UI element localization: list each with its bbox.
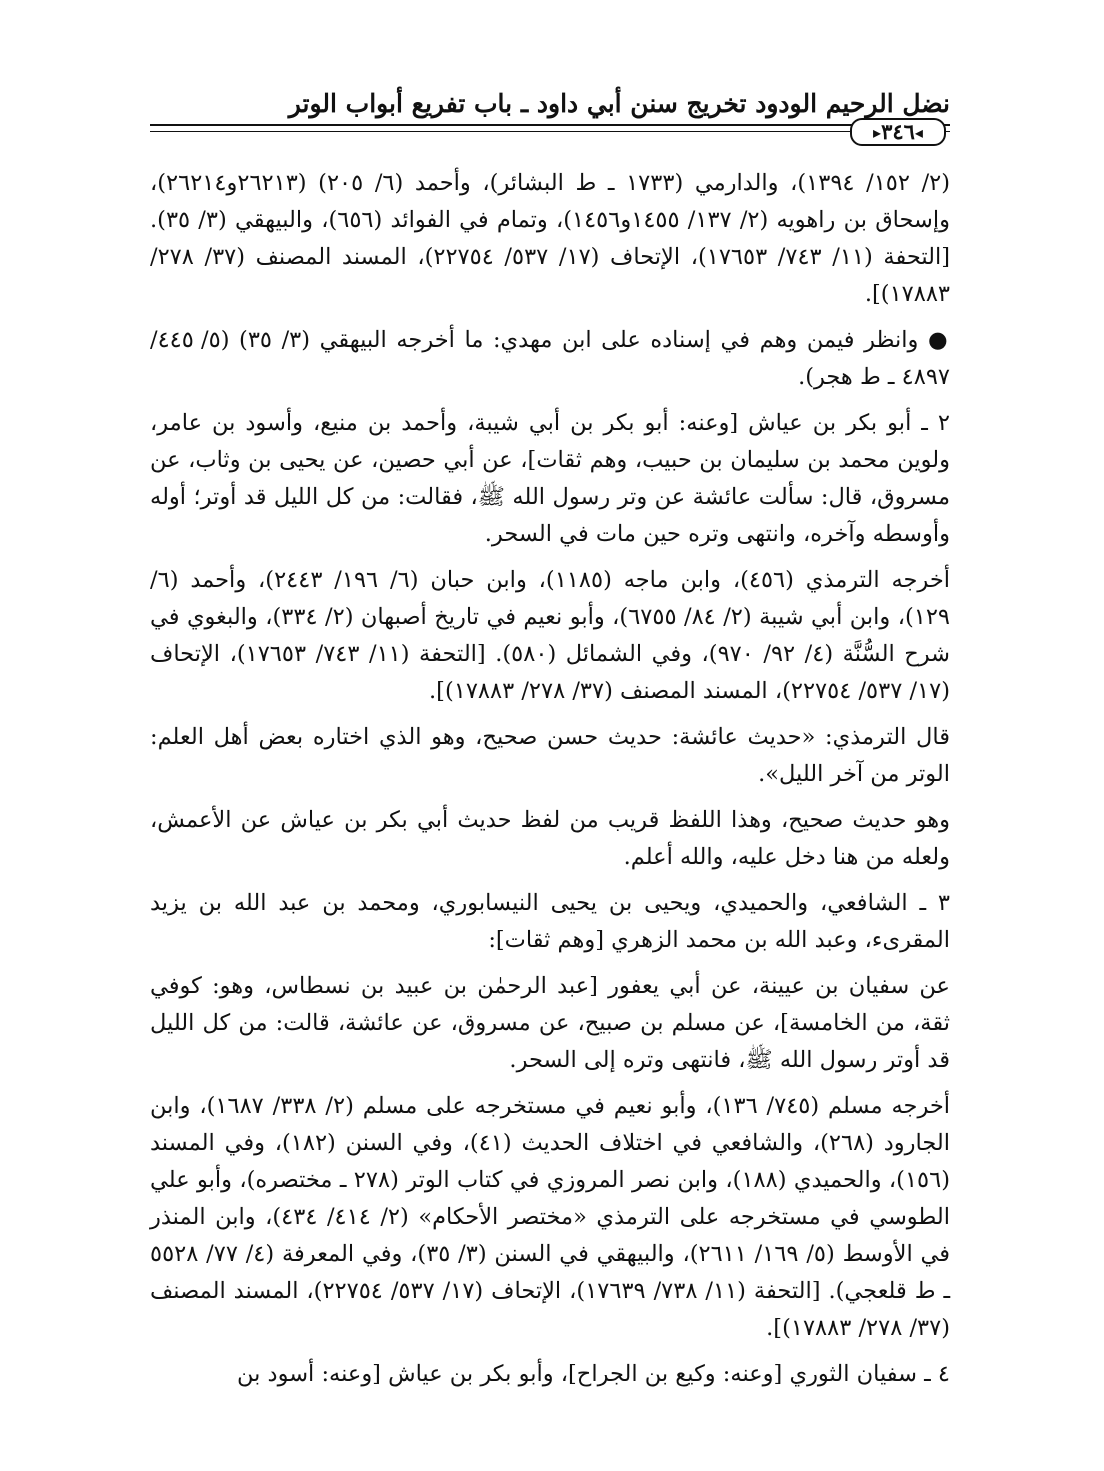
- page-number: ٣٤٦: [881, 119, 915, 144]
- ornament-right-icon: ▸: [873, 123, 882, 142]
- paragraph: ٣ ـ الشافعي، والحميدي، ويحيى بن يحيى النيسابوري، ومحمد بن عبد الله بن يزيد المقرىء، وعبد الله بن محمد الزهري [وهم ثقات]:: [150, 890, 950, 953]
- running-header-title: نضل الرحيم الودود تخريج سنن أبي داود ـ باب تفريع أبواب الوتر: [288, 89, 950, 118]
- header-rule-bottom: [150, 131, 950, 132]
- header-rule-top: [150, 124, 950, 126]
- paragraph: قال الترمذي: «حديث عائشة: حديث حسن صحيح، وهو الذي اختاره بعض أهل العلم: الوتر من آخر الليل».: [150, 724, 950, 787]
- paragraph: ٢ ـ أبو بكر بن عياش [وعنه: أبو بكر بن أبي شيبة، وأحمد بن منيع، وأسود بن عامر، ولوين محمد بن سليمان بن حبيب، وهم ثقات]، عن أبي حصين، عن يحيى بن وثاب، عن مسروق، قال: سألت عائشة عن وتر رسول الله ﷺ، فقالت: من كل الليل قد أوتر؛ أوله وأوسطه وآخره، وانتهى وتره حين مات في السحر.: [150, 410, 950, 547]
- paragraph: أخرجه مسلم (٧٤٥/ ١٣٦)، وأبو نعيم في مستخرجه على مسلم (٢/ ٣٣٨/ ١٦٨٧)، وابن الجارود (٢٦٨)، والشافعي في اختلاف الحديث (٤١)، وفي السنن (١٨٢)، وفي المسند (١٥٦)، والحميدي (١٨٨)، وابن نصر المروزي في كتاب الوتر (٢٧٨ ـ مختصره)، وأبو علي الطوسي في مستخرجه على الترمذي «مختصر الأحكام» (٢/ ٤١٤/ ٤٣٤)، وابن المنذر في الأوسط (٥/ ١٦٩/ ٢٦١١)، والبيهقي في السنن (٣/ ٣٥)، وفي المعرفة (٤/ ٧٧/ ٥٥٢٨ ـ ط قلعجي). [التحفة (١١/ ٧٣٨/ ١٧٦٣٩)، الإتحاف (١٧/ ٥٣٧/ ٢٢٧٥٤)، المسند المصنف (٣٧/ ٢٧٨/ ١٧٨٨٣)].: [150, 1093, 951, 1341]
- paragraph: ● وانظر فيمن وهم في إسناده على ابن مهدي: ما أخرجه البيهقي (٣/ ٣٥) (٥/ ٤٤٥/ ٤٨٩٧ ـ ط هجر).: [150, 327, 950, 390]
- paragraph: عن سفيان بن عيينة، عن أبي يعفور [عبد الرحمٰن بن عبيد بن نسطاس، وهو: كوفي ثقة، من الخامسة]، عن مسلم بن صبيح، عن مسروق، عن عائشة، قالت: من كل الليل قد أوتر رسول الله ﷺ، فانتهى وتره إلى السحر.: [150, 973, 950, 1073]
- body-text: [150, 165, 950, 1393]
- paragraph: وهو حديث صحيح، وهذا اللفظ قريب من لفظ حديث أبي بكر بن عياش عن الأعمش، ولعله من هنا دخل عليه، والله أعلم.: [150, 807, 950, 870]
- paragraph: (٢/ ١٥٢/ ١٣٩٤)، والدارمي (١٧٣٣ ـ ط البشائر)، وأحمد (٦/ ٢٠٥) (٢٦٢١٣و٢٦٢١٤)، وإسحاق بن راهويه (٢/ ١٣٧/ ١٤٥٥و١٤٥٦)، وتمام في الفوائد (٦٥٦)، والبيهقي (٣/ ٣٥). [التحفة (١١/ ٧٤٣/ ١٧٦٥٣)، الإتحاف (١٧/ ٥٣٧/ ٢٢٧٥٤)، المسند المصنف (٣٧/ ٢٧٨/ ١٧٨٨٣)].: [150, 170, 951, 307]
- paragraph: ٤ ـ سفيان الثوري [وعنه: وكيع بن الجراح]، وأبو بكر بن عياش [وعنه: أسود بن: [237, 1361, 950, 1387]
- ornament-left-icon: ◂: [914, 123, 923, 142]
- page-number-badge: [850, 118, 946, 146]
- paragraph: أخرجه الترمذي (٤٥٦)، وابن ماجه (١١٨٥)، وابن حبان (٦/ ١٩٦/ ٢٤٤٣)، وأحمد (٦/ ١٢٩)، وابن أبي شيبة (٢/ ٨٤/ ٦٧٥٥)، وأبو نعيم في تاريخ أصبهان (٢/ ٣٣٤)، والبغوي في شرح السُّنَّة (٤/ ٩٢/ ٩٧٠)، وفي الشمائل (٥٨٠). [التحفة (١١/ ٧٤٣/ ١٧٦٥٣)، الإتحاف (١٧/ ٥٣٧/ ٢٢٧٥٤)، المسند المصنف (٣٧/ ٢٧٨/ ١٧٨٨٣)].: [150, 567, 951, 704]
